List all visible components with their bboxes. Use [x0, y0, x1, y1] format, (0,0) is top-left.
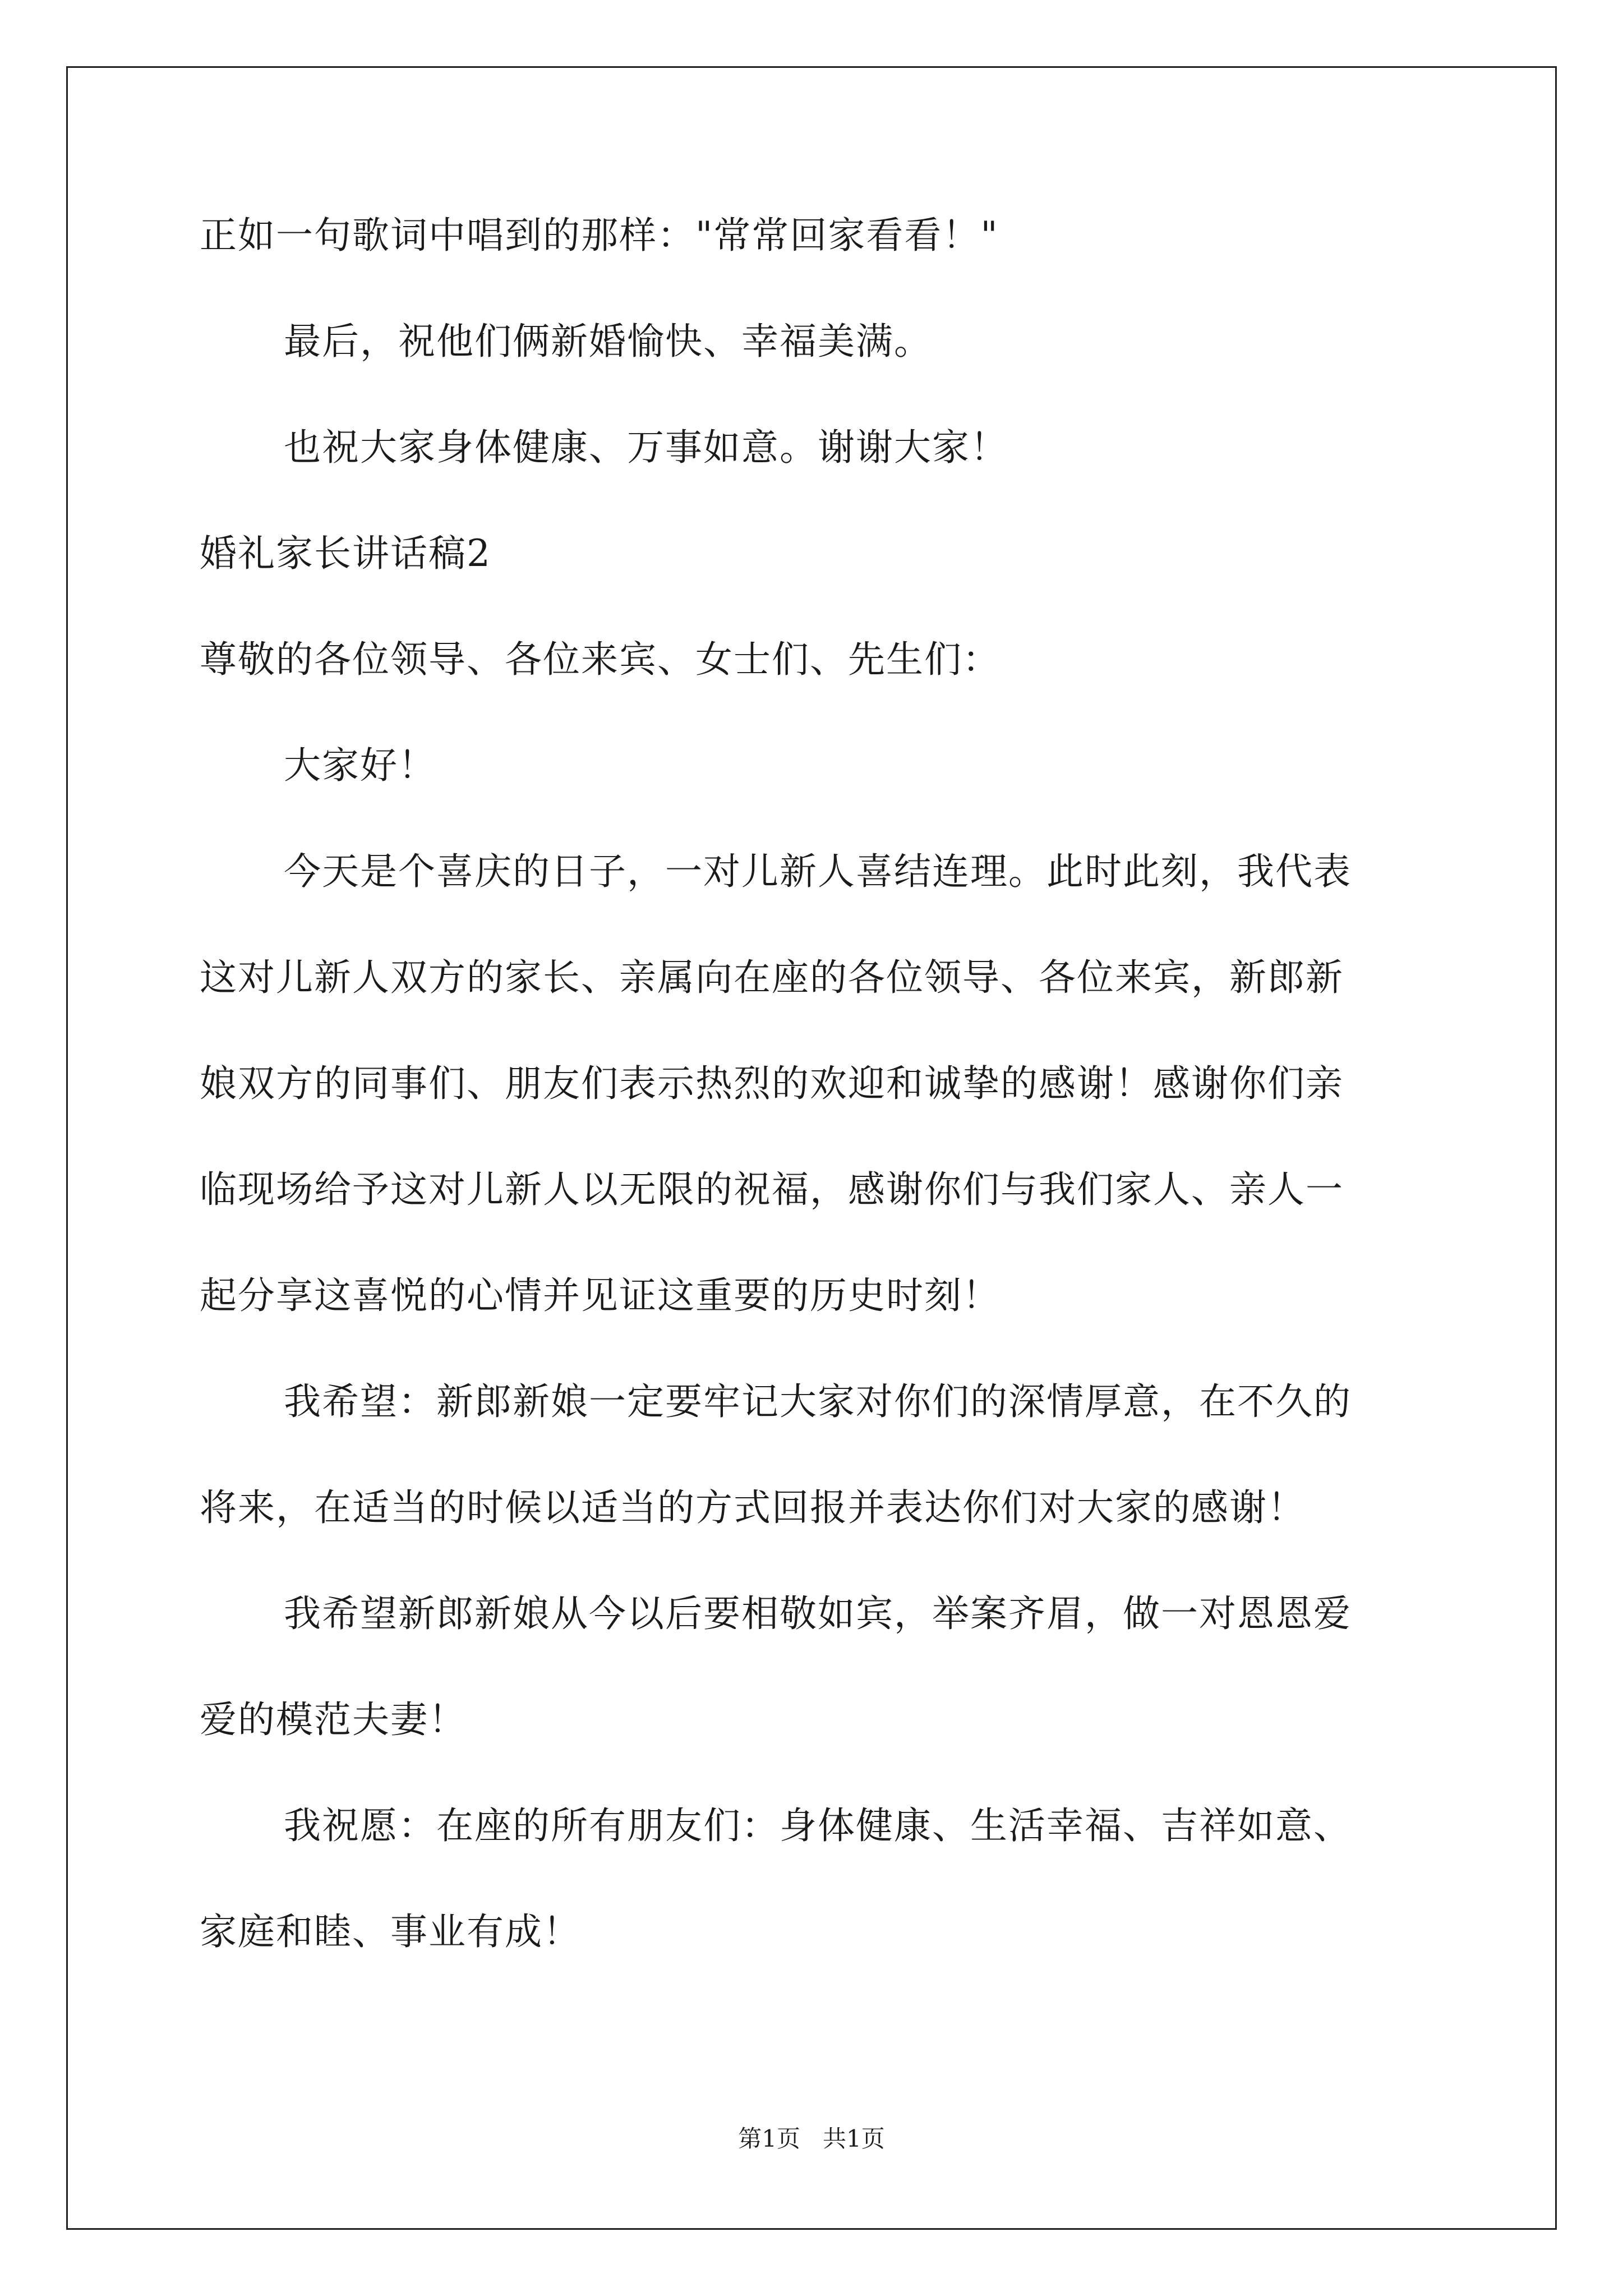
paragraph-line: 家庭和睦、事业有成！: [200, 1910, 581, 1953]
paragraph-line: 这对儿新人双方的家长、亲属向在座的各位领导、各位来宾，新郎新: [200, 956, 1344, 999]
paragraph-line: 最后，祝他们俩新婚愉快、幸福美满。: [284, 320, 932, 363]
paragraph-line: 娘双方的同事们、朋友们表示热烈的欢迎和诚挚的感谢！感谢你们亲: [200, 1062, 1344, 1105]
paragraph-line: 今天是个喜庆的日子，一对儿新人喜结连理。此时此刻，我代表: [284, 850, 1352, 893]
paragraph-line: 将来，在适当的时候以适当的方式回报并表达你们对大家的感谢！: [200, 1486, 1306, 1529]
section-heading: 婚礼家长讲话稿2: [200, 532, 491, 575]
paragraph-line: 我希望：新郎新娘一定要牢记大家对你们的深情厚意，在不久的: [284, 1380, 1352, 1423]
paragraph-line: 也祝大家身体健康、万事如意。谢谢大家！: [284, 426, 1008, 469]
page-border: [66, 66, 1557, 2230]
paragraph-line: 正如一句歌词中唱到的那样："常常回家看看！": [200, 214, 999, 257]
salutation: 尊敬的各位领导、各位来宾、女士们、先生们：: [200, 638, 1000, 681]
paragraph-line: 临现场给予这对儿新人以无限的祝福，感谢你们与我们家人、亲人一: [200, 1168, 1344, 1211]
page-number: 第1页 共1页: [738, 2125, 885, 2152]
greeting: 大家好！: [284, 744, 436, 787]
paragraph-line: 我祝愿：在座的所有朋友们：身体健康、生活幸福、吉祥如意、: [284, 1804, 1352, 1847]
paragraph-line: 起分享这喜悦的心情并见证这重要的历史时刻！: [200, 1274, 1000, 1317]
paragraph-line: 我希望新郎新娘从今以后要相敬如宾，举案齐眉，做一对恩恩爱: [284, 1592, 1352, 1635]
paragraph-line: 爱的模范夫妻！: [200, 1698, 467, 1741]
